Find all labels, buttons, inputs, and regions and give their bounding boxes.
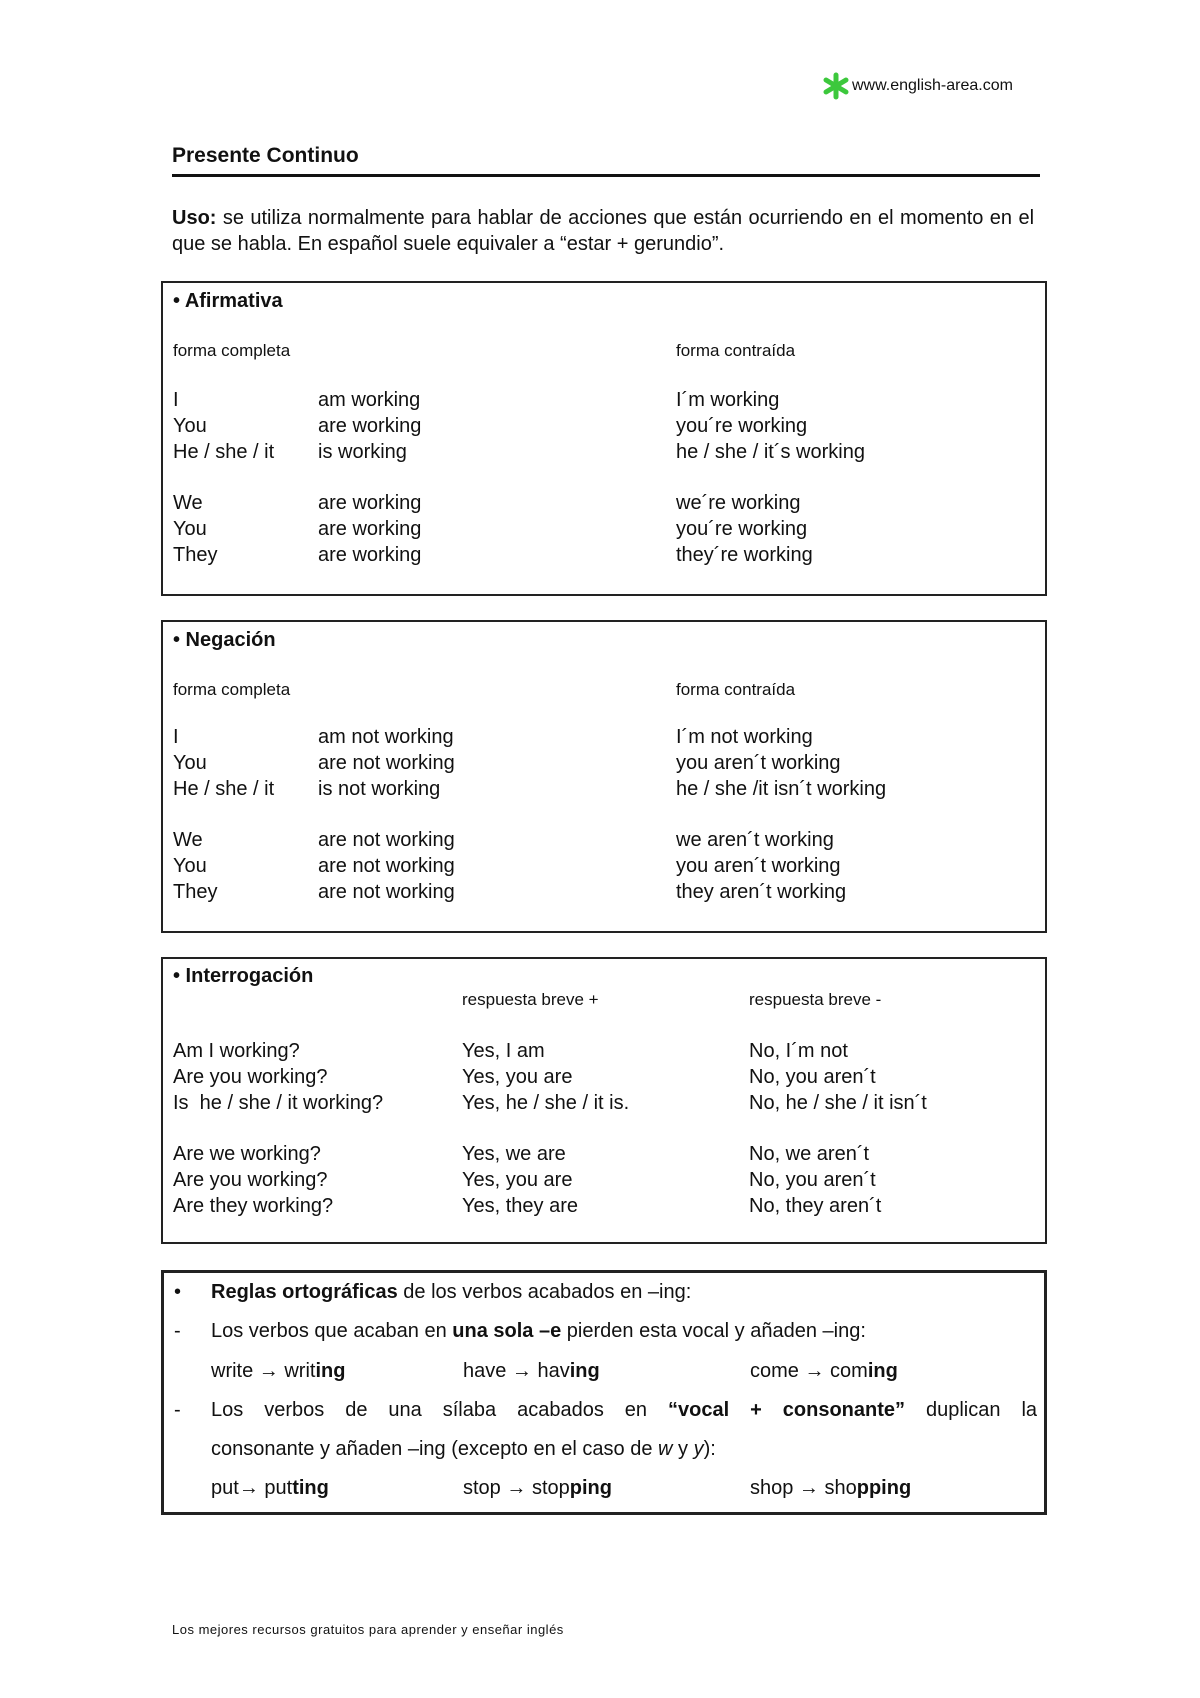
reglas-box: • Reglas ortográficas de los verbos acabados en –ing: - Los verbos que acaban en una sola –e pierden esta vocal y añaden –ing: write → writing have → having come → coming - Los verbos de una sílaba acabados en “vocal + consonante” duplican la consonante y añaden –ing (excepto en el caso de w y y): put→ putting stop → stopping shop → shopping [161, 1270, 1047, 1515]
page-title: Presente Continuo [172, 144, 1040, 177]
afirmativa-heading: • Afirmativa [173, 290, 283, 312]
example-have: have → having [463, 1360, 600, 1382]
site-header [822, 72, 1013, 100]
table-row: Are we working? Yes, we are No, we aren´t [173, 1143, 870, 1165]
negacion-heading: • Negación [173, 629, 276, 651]
footer-tagline: Los mejores recursos gratuitos para aprender y enseñar inglés [172, 1622, 564, 1637]
table-row: Is he / she / it working? Yes, he / she / it is. No, he / she / it isn´t [173, 1092, 927, 1114]
table-row: Are you working? Yes, you are No, you aren´t [173, 1169, 876, 1191]
uso-line2: momento en el que se habla. En español suele equivaler a “estar + gerundio”. [172, 207, 1035, 255]
table-row: They are not working they aren´t working [173, 881, 847, 903]
table-row: I am working I´m working [173, 389, 780, 411]
example-put: put→ putting [211, 1477, 329, 1499]
example-come: come → coming [750, 1360, 898, 1382]
table-row: You are not working you aren´t working [173, 855, 841, 877]
table-row: I am not working I´m not working [173, 726, 813, 748]
example-write: write → writing [211, 1360, 346, 1382]
table-row: You are working you´re working [173, 415, 808, 437]
table-row: Are they working? Yes, they are No, they aren´t [173, 1195, 882, 1217]
example-shop: shop → shopping [750, 1477, 912, 1499]
table-row: You are working you´re working [173, 518, 808, 540]
uso-label: Uso: [172, 207, 217, 229]
negacion-full-label: forma completa [173, 680, 291, 699]
table-row: We are not working we aren´t working [173, 829, 834, 851]
table-row: They are working they´re working [173, 544, 813, 566]
table-row: Are you working? Yes, you are No, you aren´t [173, 1066, 876, 1088]
table-row: Am I working? Yes, I am No, I´m not [173, 1040, 848, 1062]
uso-line1: se utiliza normalmente para hablar de acciones que están ocurriendo en el [222, 207, 894, 229]
asterisk-logo-icon [822, 72, 850, 100]
site-url[interactable]: www.english-area.com [852, 77, 1013, 94]
positive-answer-label: respuesta breve + [462, 990, 599, 1009]
interrogacion-heading: • Interrogación [173, 965, 314, 987]
uso-paragraph [172, 205, 1034, 257]
negacion-short-label: forma contraída [676, 680, 796, 699]
afirmativa-box [161, 281, 1047, 596]
negative-answer-label: respuesta breve - [749, 990, 882, 1009]
interrogacion-box [161, 957, 1047, 1244]
afirmativa-full-label: forma completa [173, 341, 291, 360]
example-stop: stop → stopping [463, 1477, 612, 1499]
negacion-box [161, 620, 1047, 933]
afirmativa-short-label: forma contraída [676, 341, 796, 360]
table-row: He / she / it is working he / she / it´s working [173, 441, 865, 463]
table-row: We are working we´re working [173, 492, 801, 514]
table-row: He / she / it is not working he / she /it isn´t working [173, 778, 887, 800]
table-row: You are not working you aren´t working [173, 752, 841, 774]
